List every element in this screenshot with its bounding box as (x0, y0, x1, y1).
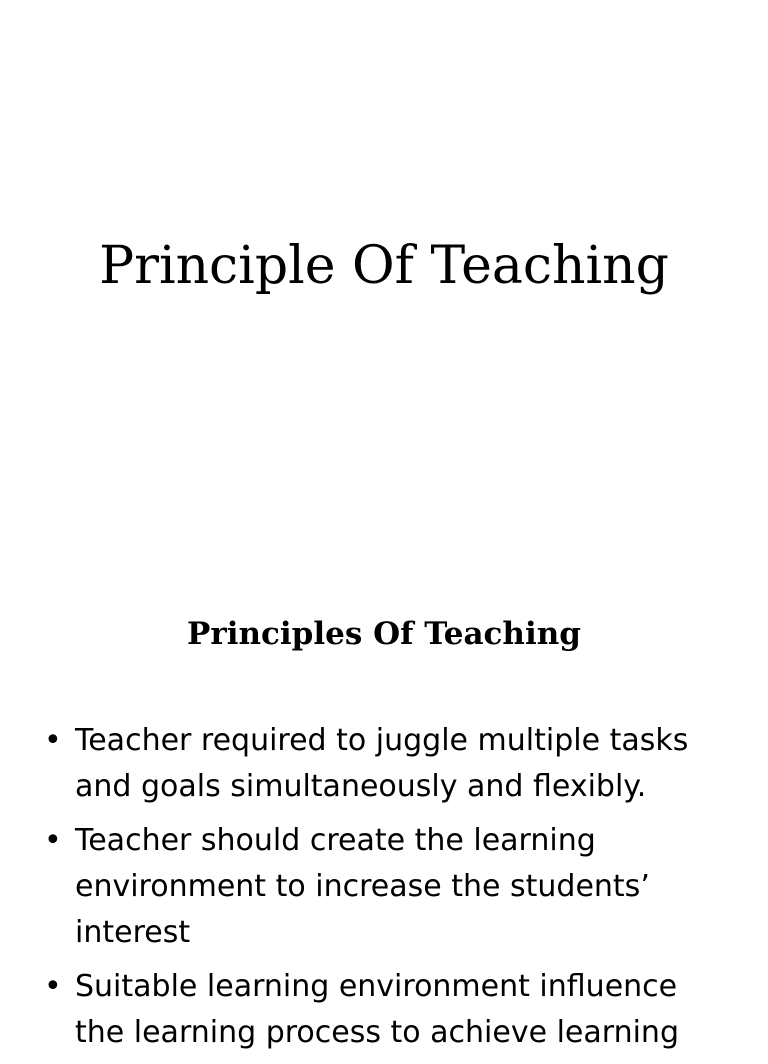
slide-title: Principle Of Teaching (99, 236, 669, 296)
slide-heading: Principles Of Teaching (187, 616, 581, 652)
bullet-item (44, 818, 734, 956)
bullet-item (44, 964, 734, 1056)
bullet-text: Teacher should create the learning environment to increase the students’ interest (75, 823, 650, 950)
bullet-text: Suitable learning environment influence the learning process to achieve learning (75, 969, 679, 1050)
bullet-icon: • (44, 823, 62, 858)
bullet-item (44, 718, 734, 810)
bullet-text: Teacher required to juggle multiple tasks and goals simultaneously and flexibly. (75, 723, 689, 804)
bullet-icon: • (44, 969, 62, 1004)
content-slide (0, 576, 768, 1050)
bullet-icon: • (44, 723, 62, 758)
bullet-list (44, 718, 734, 1064)
